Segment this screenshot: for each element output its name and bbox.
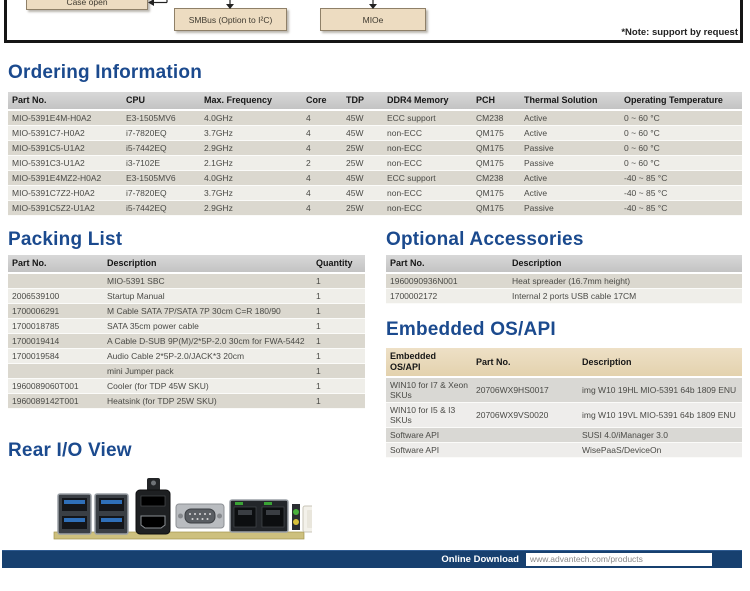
table-cell: 45W xyxy=(342,110,383,126)
table-row xyxy=(386,273,742,289)
table-row xyxy=(8,319,365,334)
table-cell: Internal 2 ports USB cable 17CM xyxy=(508,289,742,304)
table-cell: Active xyxy=(520,171,620,186)
displayport-hdmi-connector xyxy=(136,478,170,534)
table-cell: 4 xyxy=(302,186,342,201)
download-url-link[interactable]: www.advantech.com/products xyxy=(526,553,712,566)
table-cell: 0 ~ 60 °C xyxy=(620,156,742,171)
table-cell: i3-7102E xyxy=(122,156,200,171)
table-cell: 1 xyxy=(312,364,365,379)
table-row xyxy=(8,304,365,319)
table-row xyxy=(8,364,365,379)
table-cell: 2 xyxy=(302,156,342,171)
table-cell: 4 xyxy=(302,141,342,156)
table-cell: 1700018785 xyxy=(8,319,103,334)
table-cell: 3.7GHz xyxy=(200,126,302,141)
table-cell: Software API xyxy=(386,428,472,443)
table-cell: 2.9GHz xyxy=(200,201,302,216)
table-cell: 0 ~ 60 °C xyxy=(620,126,742,141)
table-cell: i5-7442EQ xyxy=(122,141,200,156)
table-cell: 4 xyxy=(302,171,342,186)
table-row xyxy=(8,349,365,364)
table-cell: -40 ~ 85 °C xyxy=(620,201,742,216)
table-row xyxy=(386,443,742,458)
table-cell: mini Jumper pack xyxy=(103,364,312,379)
table-cell: MIO-5391C3-U1A2 xyxy=(8,156,122,171)
column-header: Part No. xyxy=(8,255,103,273)
table-cell: i5-7442EQ xyxy=(122,201,200,216)
table-row xyxy=(8,201,742,216)
table-cell: A Cable D-SUB 9P(M)/2*5P-2.0 30cm for FWA-5442 xyxy=(103,334,312,349)
column-header: Description xyxy=(578,348,742,377)
ethernet-ports xyxy=(230,500,288,532)
table-cell: 1960089060T001 xyxy=(8,379,103,394)
column-header: Part No. xyxy=(386,255,508,273)
column-header: Operating Temperature xyxy=(620,92,742,110)
table-cell: 0 ~ 60 °C xyxy=(620,141,742,156)
table-cell: MIO-5391C7Z2-H0A2 xyxy=(8,186,122,201)
table-cell: 4 xyxy=(302,110,342,126)
column-header: DDR4 Memory xyxy=(383,92,472,110)
table-cell: ECC support xyxy=(383,171,472,186)
table-cell: WIN10 for I7 & Xeon SKUs xyxy=(386,377,472,403)
table-cell: 20706WX9VS0020 xyxy=(472,403,578,428)
diagram-box-label: SMBus (Option to I²C) xyxy=(188,14,273,25)
table-cell: Cooler (for TDP 45W SKU) xyxy=(103,379,312,394)
table-row xyxy=(8,379,365,394)
table-cell: i7-7820EQ xyxy=(122,186,200,201)
table-cell: 1 xyxy=(312,394,365,409)
ordering-information-table xyxy=(8,92,742,216)
table-cell: MIO-5391C5-U1A2 xyxy=(8,141,122,156)
diagram-note: *Note: support by request xyxy=(621,27,738,38)
table-cell: non-ECC xyxy=(383,141,472,156)
table-cell: non-ECC xyxy=(383,201,472,216)
table-cell: 1700006291 xyxy=(8,304,103,319)
table-cell: 4.0GHz xyxy=(200,110,302,126)
table-cell: 1 xyxy=(312,349,365,364)
table-cell: 45W xyxy=(342,171,383,186)
column-header: Thermal Solution xyxy=(520,92,620,110)
db9-serial-connector xyxy=(176,504,224,528)
table-cell: 2.9GHz xyxy=(200,141,302,156)
column-header: Description xyxy=(103,255,312,273)
table-cell: 1 xyxy=(312,379,365,394)
table-row xyxy=(8,110,742,126)
table-row xyxy=(8,334,365,349)
table-cell: 2006539100 xyxy=(8,289,103,304)
table-row xyxy=(8,186,742,201)
table-cell: MIO-5391C7-H0A2 xyxy=(8,126,122,141)
table-cell xyxy=(472,443,578,458)
table-cell: 4 xyxy=(302,201,342,216)
table-cell: 1960089142T001 xyxy=(8,394,103,409)
column-header: Embedded OS/API xyxy=(386,348,472,377)
table-cell: 1 xyxy=(312,304,365,319)
table-row xyxy=(8,126,742,141)
table-cell: QM175 xyxy=(472,156,520,171)
packing-list-table xyxy=(8,255,365,409)
rear-io-image xyxy=(52,474,312,552)
table-row xyxy=(8,171,742,186)
table-cell: -40 ~ 85 °C xyxy=(620,186,742,201)
table-row xyxy=(8,394,365,409)
table-cell: QM175 xyxy=(472,186,520,201)
embedded-os-api-table xyxy=(386,348,742,458)
table-cell: img W10 19HL MIO-5391 64b 1809 ENU xyxy=(578,377,742,403)
column-header: PCH xyxy=(472,92,520,110)
usb-ports-stack-1 xyxy=(58,494,91,534)
table-row xyxy=(386,377,742,403)
table-cell xyxy=(8,273,103,289)
arrow-down-icon xyxy=(369,4,377,9)
usb-ports-stack-2 xyxy=(95,494,128,534)
table-cell: QM175 xyxy=(472,141,520,156)
table-cell: WIN10 for I5 & I3 SKUs xyxy=(386,403,472,428)
column-header: TDP xyxy=(342,92,383,110)
table-cell: -40 ~ 85 °C xyxy=(620,171,742,186)
column-header: Max. Frequency xyxy=(200,92,302,110)
column-header: Part No. xyxy=(472,348,578,377)
ordering-information-title: Ordering Information xyxy=(8,62,202,83)
table-cell xyxy=(472,428,578,443)
table-cell: Active xyxy=(520,186,620,201)
table-cell: 20706WX9HS0017 xyxy=(472,377,578,403)
table-row xyxy=(8,141,742,156)
table-cell: Passive xyxy=(520,141,620,156)
table-cell: 1 xyxy=(312,334,365,349)
column-header: CPU xyxy=(122,92,200,110)
table-cell: 2.1GHz xyxy=(200,156,302,171)
table-cell: Active xyxy=(520,110,620,126)
column-header: Quantity xyxy=(312,255,365,273)
optional-accessories-table xyxy=(386,255,742,304)
table-cell: 25W xyxy=(342,201,383,216)
table-cell: M Cable SATA 7P/SATA 7P 30cm C=R 180/90 xyxy=(103,304,312,319)
table-cell: 25W xyxy=(342,156,383,171)
table-cell: Software API xyxy=(386,443,472,458)
table-cell: Heatsink (for TDP 25W SKU) xyxy=(103,394,312,409)
table-cell: SUSI 4.0/iManager 3.0 xyxy=(578,428,742,443)
table-cell: MIO-5391E4M-H0A2 xyxy=(8,110,122,126)
table-row xyxy=(8,273,365,289)
table-row xyxy=(386,289,742,304)
diagram-arrows xyxy=(0,0,450,40)
diagram-box-label: MIOe xyxy=(362,14,384,25)
arrow-left-icon xyxy=(148,0,154,6)
table-row xyxy=(386,428,742,443)
table-cell: E3-1505MV6 xyxy=(122,171,200,186)
table-cell: img W10 19VL MIO-5391 64b 1809 ENU xyxy=(578,403,742,428)
table-cell: 1 xyxy=(312,273,365,289)
table-cell: 1 xyxy=(312,289,365,304)
table-cell: 1 xyxy=(312,319,365,334)
power-connector xyxy=(303,506,312,532)
table-cell: CM238 xyxy=(472,110,520,126)
table-cell: MIO-5391 SBC xyxy=(103,273,312,289)
table-cell: Startup Manual xyxy=(103,289,312,304)
table-cell: Passive xyxy=(520,156,620,171)
table-cell: CM238 xyxy=(472,171,520,186)
table-cell: Audio Cable 2*5P-2.0/JACK*3 20cm xyxy=(103,349,312,364)
column-header: Description xyxy=(508,255,742,273)
table-row xyxy=(8,289,365,304)
table-cell: MIO-5391C5Z2-U1A2 xyxy=(8,201,122,216)
table-cell: QM175 xyxy=(472,126,520,141)
table-cell: 45W xyxy=(342,126,383,141)
table-cell: 1700019414 xyxy=(8,334,103,349)
led-indicators xyxy=(292,504,300,530)
table-cell: 1700019584 xyxy=(8,349,103,364)
table-cell: 45W xyxy=(342,186,383,201)
table-cell: non-ECC xyxy=(383,156,472,171)
table-row xyxy=(8,156,742,171)
table-cell: non-ECC xyxy=(383,186,472,201)
table-cell: i7-7820EQ xyxy=(122,126,200,141)
table-cell: SATA 35cm power cable xyxy=(103,319,312,334)
table-cell: non-ECC xyxy=(383,126,472,141)
table-cell: QM175 xyxy=(472,201,520,216)
table-cell: 3.7GHz xyxy=(200,186,302,201)
table-cell: MIO-5391E4MZ2-H0A2 xyxy=(8,171,122,186)
table-cell: 25W xyxy=(342,141,383,156)
table-cell: 4 xyxy=(302,126,342,141)
rear-io-view-title: Rear I/O View xyxy=(8,440,132,461)
optional-accessories-title: Optional Accessories xyxy=(386,229,584,250)
table-cell: 0 ~ 60 °C xyxy=(620,110,742,126)
diagram-box-label: Case open xyxy=(66,0,108,7)
table-cell: 1960090936N001 xyxy=(386,273,508,289)
table-row xyxy=(386,403,742,428)
embedded-os-api-title: Embedded OS/API xyxy=(386,319,556,340)
online-download-label: Online Download xyxy=(441,554,519,565)
column-header: Core xyxy=(302,92,342,110)
table-cell: Passive xyxy=(520,201,620,216)
packing-list-title: Packing List xyxy=(8,229,123,250)
table-cell xyxy=(8,364,103,379)
table-cell: 4.0GHz xyxy=(200,171,302,186)
table-cell: WisePaaS/DeviceOn xyxy=(578,443,742,458)
table-cell: Heat spreader (16.7mm height) xyxy=(508,273,742,289)
table-cell: Active xyxy=(520,126,620,141)
online-download-bar xyxy=(2,550,742,568)
column-header: Part No. xyxy=(8,92,122,110)
arrow-down-icon xyxy=(226,4,234,9)
table-cell: E3-1505MV6 xyxy=(122,110,200,126)
table-cell: ECC support xyxy=(383,110,472,126)
table-cell: 1700002172 xyxy=(386,289,508,304)
